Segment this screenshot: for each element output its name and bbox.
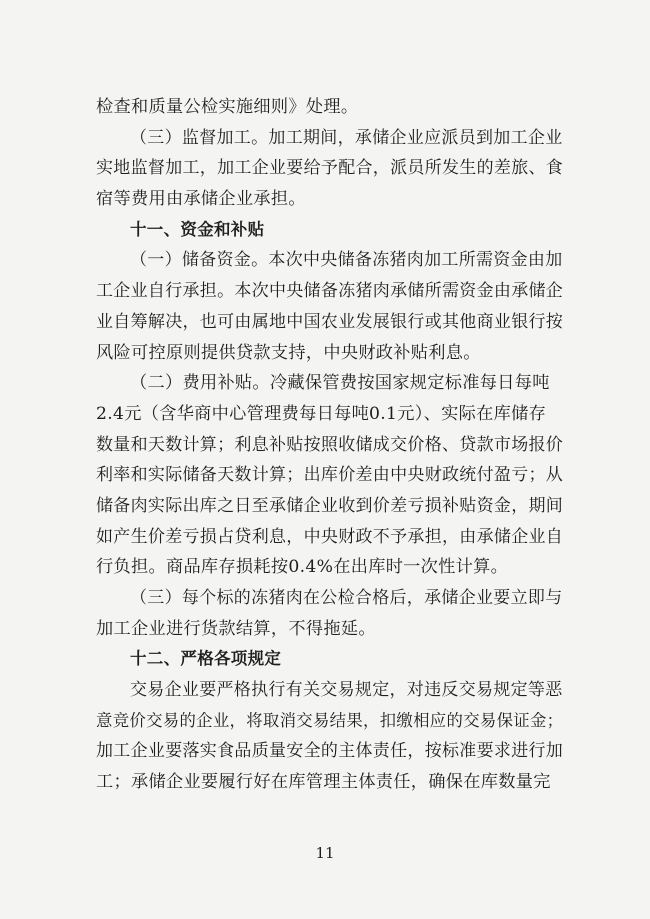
- text-line: （三）每个标的冻猪肉在公检合格后，承储企业要立即与: [130, 588, 563, 608]
- section-heading: 十一、资金和补贴: [130, 219, 265, 239]
- text-line: 交易企业要严格执行有关交易规定，对违反交易规定等恶: [130, 680, 563, 701]
- text-line: 宿等费用由承储企业承担。: [96, 189, 306, 210]
- text-line: 风险可控原则提供贷款支持，中央财政补贴利息。: [96, 342, 481, 363]
- text-line: 2.4元（含华商中心管理费每日每吨0.1元）、实际在库储存: [96, 403, 547, 424]
- section-heading: 十二、严格各项规定: [130, 649, 282, 669]
- text-line: 储备肉实际出库之日至承储企业收到价差亏损补贴资金，期间: [96, 495, 564, 516]
- text-line: 如产生价差亏损占贷利息，中央财政不予承担，由承储企业自: [96, 526, 564, 547]
- text-line: 检查和质量公检实施细则》处理。: [96, 97, 359, 117]
- text-line: 意竞价交易的企业，将取消交易结果，扣缴相应的交易保证金；: [96, 710, 564, 730]
- page-number: 11: [315, 844, 335, 862]
- text-line: 数量和天数计算；利息补贴按照收储成交价格、贷款市场报价: [96, 434, 564, 455]
- text-line: 加工企业进行货款结算，不得拖延。: [96, 618, 376, 639]
- text-line: 工；承储企业要履行好在库管理主体责任，确保在库数量完: [96, 772, 551, 793]
- text-line: （一）储备资金。本次中央储备冻猪肉加工所需资金由加: [130, 250, 563, 271]
- text-line: 加工企业要落实食品质量安全的主体责任，按标准要求进行加: [96, 741, 564, 762]
- text-line: 利率和实际储备天数计算；出库价差由中央财政统付盈亏；从: [96, 465, 564, 486]
- text-line: 行负担。商品库存损耗按0.4%在出库时一次性计算。: [96, 557, 509, 578]
- document-body: [96, 92, 566, 798]
- text-line: （三）监督加工。加工期间，承储企业应派员到加工企业: [130, 127, 563, 148]
- text-line: 工企业自行承担。本次中央储备冻猪肉承储所需资金由承储企: [96, 281, 564, 302]
- text-line: 实地监督加工，加工企业要给予配合，派员所发生的差旅、食: [96, 158, 564, 179]
- text-line: 业自筹解决，也可由属地中国农业发展银行或其他商业银行按: [96, 311, 564, 332]
- text-line: （二）费用补贴。冷藏保管费按国家规定标准每日每吨: [130, 373, 550, 394]
